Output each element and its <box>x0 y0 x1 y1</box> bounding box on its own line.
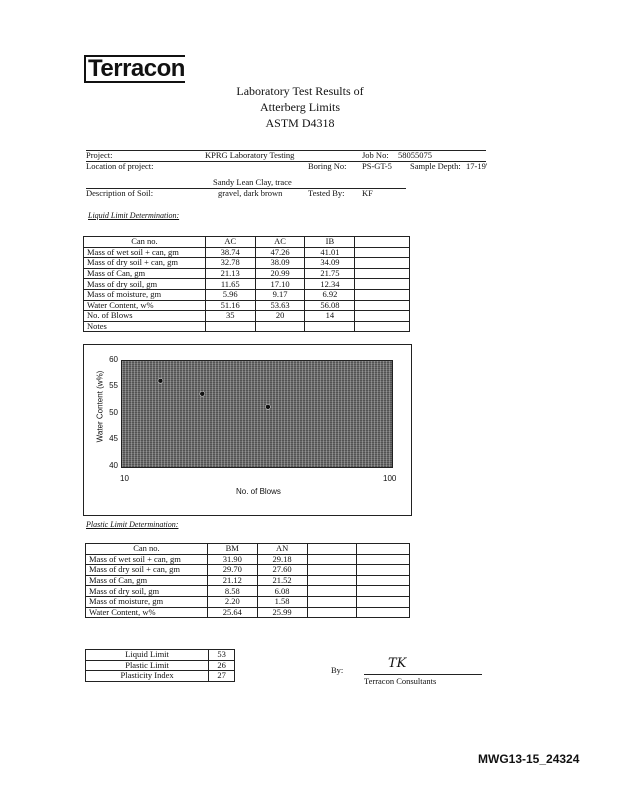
header-cell <box>357 544 410 555</box>
cell: 20.99 <box>255 268 305 279</box>
cell <box>355 311 410 322</box>
x-tick-label: 100 <box>383 474 397 483</box>
cell <box>307 565 357 576</box>
header-cell: BM <box>207 544 257 555</box>
row-label: Mass of moisture, gm <box>86 596 208 607</box>
table-row <box>86 586 410 597</box>
report-title-line1: Laboratory Test Results of <box>236 84 364 98</box>
header-cell <box>307 544 357 555</box>
location-label: Location of project: <box>86 161 154 171</box>
cell <box>355 268 410 279</box>
signature-line <box>364 674 482 675</box>
sample-depth-label: Sample Depth: <box>410 161 461 171</box>
data-point <box>265 404 270 409</box>
cell: 9.17 <box>255 289 305 300</box>
cell: 5.96 <box>205 289 255 300</box>
logo-text: Terracon <box>84 55 185 83</box>
cell <box>307 554 357 565</box>
row-label: Water Content, w% <box>84 300 206 311</box>
header-cell: Can no. <box>86 544 208 555</box>
cell: 1.58 <box>257 596 307 607</box>
row-label: Mass of moisture, gm <box>84 289 206 300</box>
header-cell: AC <box>205 237 255 248</box>
terracon-logo <box>84 55 185 83</box>
cell: 12.34 <box>305 279 355 290</box>
cell <box>357 565 410 576</box>
cell <box>205 321 255 332</box>
row-label: Mass of dry soil, gm <box>84 279 206 290</box>
cell: 51.16 <box>205 300 255 311</box>
summary-value-plasticity-index: 27 <box>209 671 235 682</box>
report-title-line3: ASTM D4318 <box>265 116 335 130</box>
row-label: Notes <box>84 321 206 332</box>
cell <box>255 321 305 332</box>
table-row <box>84 279 410 290</box>
cell: 35 <box>205 311 255 322</box>
sample-depth-value: 17-19' <box>466 161 488 171</box>
cell: 20 <box>255 311 305 322</box>
cell <box>355 258 410 269</box>
table-header-row <box>86 544 410 555</box>
y-axis-label: Water Content (w%) <box>95 370 105 443</box>
cell: 31.90 <box>207 554 257 565</box>
row-label: Mass of dry soil + can, gm <box>86 565 208 576</box>
table-row <box>86 575 410 586</box>
table-row <box>86 596 410 607</box>
data-point <box>200 391 205 396</box>
cell: 21.52 <box>257 575 307 586</box>
y-tick-label: 40 <box>109 461 118 470</box>
row-label: Mass of wet soil + can, gm <box>84 247 206 258</box>
liquid-limit-table <box>83 236 410 332</box>
table-row <box>86 554 410 565</box>
cell: 2.20 <box>207 596 257 607</box>
summary-label-plastic-limit: Plastic Limit <box>86 660 209 671</box>
header-cell: AC <box>255 237 305 248</box>
table-row <box>86 607 410 618</box>
cell: 38.74 <box>205 247 255 258</box>
cell: 29.70 <box>207 565 257 576</box>
row-label: No. of Blows <box>84 311 206 322</box>
cell: 32.78 <box>205 258 255 269</box>
signature-by-label: By: <box>331 665 344 675</box>
soil-description-line1: Sandy Lean Clay, trace <box>213 177 292 187</box>
cell <box>307 586 357 597</box>
report-title-line2: Atterberg Limits <box>259 100 341 114</box>
table-row <box>84 300 410 311</box>
cell <box>305 321 355 332</box>
x-axis-label: No. of Blows <box>236 487 281 496</box>
table-row <box>84 258 410 269</box>
cell: 29.18 <box>257 554 307 565</box>
row-label: Mass of dry soil + can, gm <box>84 258 206 269</box>
summary-table <box>85 649 235 682</box>
cell: 11.65 <box>205 279 255 290</box>
row-label: Mass of Can, gm <box>86 575 208 586</box>
header-cell <box>355 237 410 248</box>
summary-value-plastic-limit: 26 <box>209 660 235 671</box>
cell: 38.09 <box>255 258 305 269</box>
flow-curve-chart <box>121 360 393 468</box>
cell <box>357 586 410 597</box>
header-cell: AN <box>257 544 307 555</box>
y-tick-label: 60 <box>109 355 118 364</box>
cell: 53.63 <box>255 300 305 311</box>
table-row <box>86 671 235 682</box>
y-tick-label: 45 <box>109 434 118 443</box>
job-label: Job No: <box>362 150 389 160</box>
cell <box>355 279 410 290</box>
cell: 34.09 <box>305 258 355 269</box>
cell <box>355 289 410 300</box>
table-row <box>84 321 410 332</box>
cell: 56.08 <box>305 300 355 311</box>
summary-value-liquid-limit: 53 <box>209 650 235 661</box>
project-value: KPRG Laboratory Testing <box>205 150 295 160</box>
soil-description-line2: gravel, dark brown <box>218 188 283 198</box>
y-tick-label: 50 <box>109 408 118 417</box>
cell <box>357 596 410 607</box>
project-label: Project: <box>86 150 113 160</box>
cell <box>307 596 357 607</box>
cell: 21.13 <box>205 268 255 279</box>
signature-initials: TK <box>388 656 407 671</box>
boring-label: Boring No: <box>308 161 347 171</box>
plastic-limit-section-title: Plastic Limit Determination: <box>86 520 179 529</box>
signature-company: Terracon Consultants <box>364 676 437 686</box>
cell: 8.58 <box>207 586 257 597</box>
liquid-limit-section-title: Liquid Limit Determination: <box>88 211 180 220</box>
table-row <box>84 247 410 258</box>
table-row <box>86 565 410 576</box>
table-row <box>86 660 235 671</box>
table-row <box>84 311 410 322</box>
cell: 21.12 <box>207 575 257 586</box>
cell: 27.60 <box>257 565 307 576</box>
table-row <box>86 650 235 661</box>
cell <box>307 607 357 618</box>
y-tick-label: 55 <box>109 381 118 390</box>
cell <box>355 247 410 258</box>
header-cell: IB <box>305 237 355 248</box>
table-row <box>84 268 410 279</box>
summary-label-liquid-limit: Liquid Limit <box>86 650 209 661</box>
row-label: Mass of wet soil + can, gm <box>86 554 208 565</box>
cell: 41.01 <box>305 247 355 258</box>
cell <box>307 575 357 586</box>
cell <box>357 575 410 586</box>
x-tick-label: 10 <box>120 474 129 483</box>
cell: 25.64 <box>207 607 257 618</box>
cell: 25.99 <box>257 607 307 618</box>
cell: 14 <box>305 311 355 322</box>
table-header-row <box>84 237 410 248</box>
document-id: MWG13-15_24324 <box>478 752 580 766</box>
cell: 47.26 <box>255 247 305 258</box>
description-label: Description of Soil: <box>86 188 154 198</box>
tested-by-value: KF <box>362 188 373 198</box>
job-value: 58055075 <box>398 150 432 160</box>
boring-value: PS-GT-5 <box>362 161 392 171</box>
cell <box>357 554 410 565</box>
cell: 21.75 <box>305 268 355 279</box>
row-label: Mass of Can, gm <box>84 268 206 279</box>
cell <box>355 321 410 332</box>
cell <box>357 607 410 618</box>
cell <box>355 300 410 311</box>
header-cell: Can no. <box>84 237 206 248</box>
cell: 6.92 <box>305 289 355 300</box>
plastic-limit-table <box>85 543 410 618</box>
data-point <box>158 378 163 383</box>
summary-label-plasticity-index: Plasticity Index <box>86 671 209 682</box>
tested-by-label: Tested By: <box>308 188 345 198</box>
cell: 6.08 <box>257 586 307 597</box>
row-label: Mass of dry soil, gm <box>86 586 208 597</box>
cell: 17.10 <box>255 279 305 290</box>
row-label: Water Content, w% <box>86 607 208 618</box>
table-row <box>84 289 410 300</box>
